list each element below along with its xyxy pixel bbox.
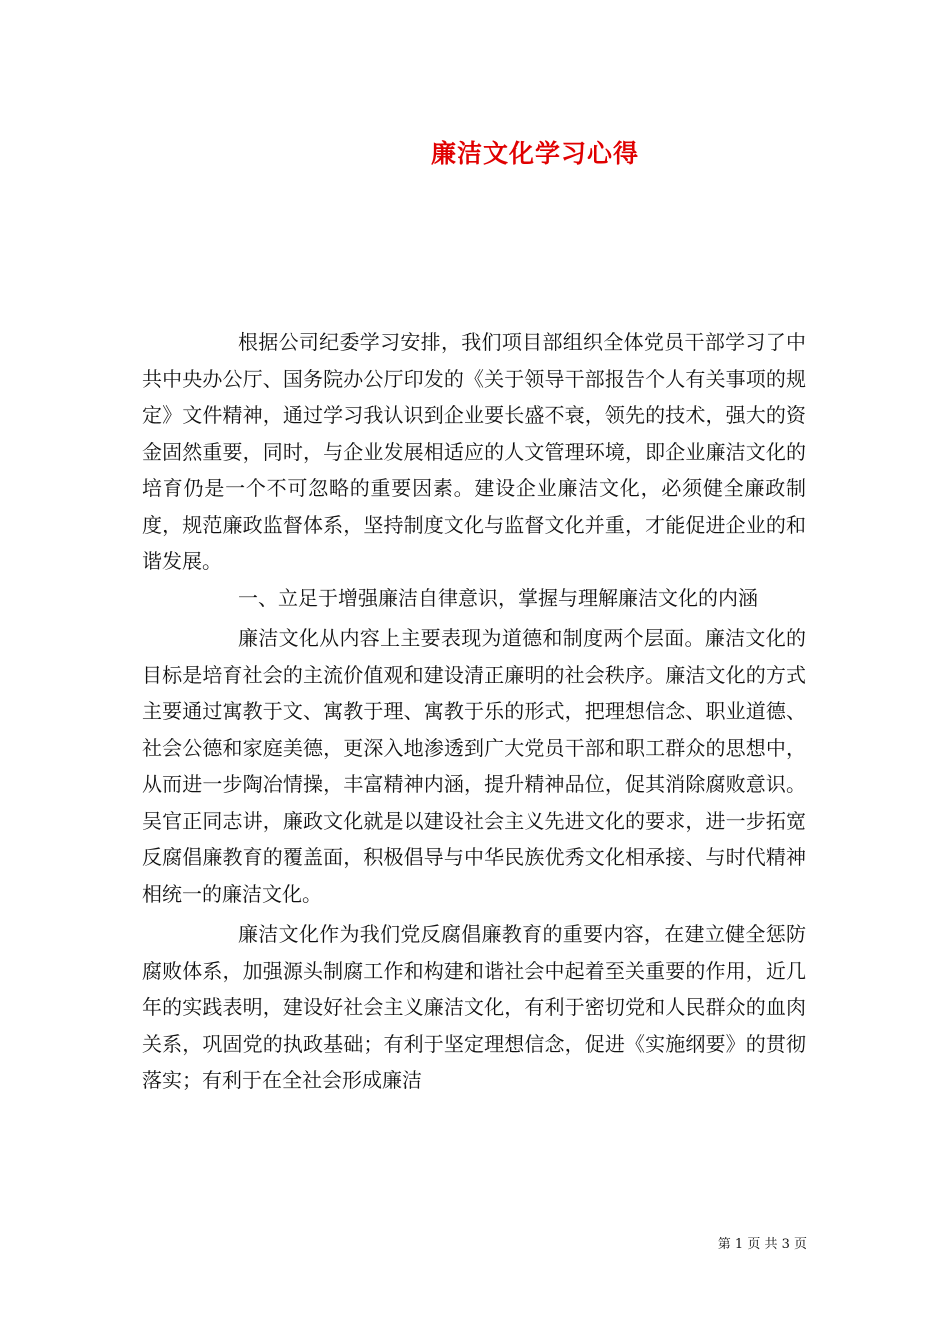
page-number-footer: 第 1 页 共 3 页 xyxy=(717,1237,807,1252)
paragraph-culture-content: 廉洁文化从内容上主要表现为道德和制度两个层面。廉洁文化的目标是培育社会的主流价值观和建设清正廉明的社会秩序。廉洁文化的方式主要通过寓教于文、寓教于理、寓教于乐的形式，把理想信念、职业道德、社会公德和家庭美德，更深入地渗透到广大党员干部和职工群众的思想中，从而进一步陶冶情操，丰富精神内涵，提升精神品位，促其消除腐败意识。吴官正同志讲，廉政文化就是以建设社会主义先进文化的要求，进一步拓宽反腐倡廉教育的覆盖面，积极倡导与中华民族优秀文化相承接、与时代精神相统一的廉洁文化。 xyxy=(142,626,806,906)
document-body xyxy=(142,324,806,1099)
paragraph-culture-importance: 廉洁文化作为我们党反腐倡廉教育的重要内容，在建立健全惩防腐败体系，加强源头制腐工作和构建和谐社会中起着至关重要的作用，近几年的实践表明，建设好社会主义廉洁文化，有利于密切党和人民群众的血肉关系，巩固党的执政基础；有利于坚定理想信念，促进《实施纲要》的贯彻落实；有利于在全社会形成廉洁 xyxy=(142,922,806,1092)
document-title: 廉洁文化学习心得 xyxy=(430,139,639,168)
section-heading-1: 一、立足于增强廉洁自律意识，掌握与理解廉洁文化的内涵 xyxy=(238,585,758,610)
paragraph-intro: 根据公司纪委学习安排，我们项目部组织全体党员干部学习了中共中央办公厅、国务院办公厅印发的《关于领导干部报告个人有关事项的规定》文件精神，通过学习我认识到企业要长盛不衰，领先的技术，强大的资金固然重要，同时，与企业发展相适应的人文管理环境，即企业廉洁文化的培育仍是一个不可忽略的重要因素。建设企业廉洁文化，必须健全廉政制度，规范廉政监督体系，坚持制度文化与监督文化并重，才能促进企业的和谐发展。 xyxy=(142,330,806,573)
